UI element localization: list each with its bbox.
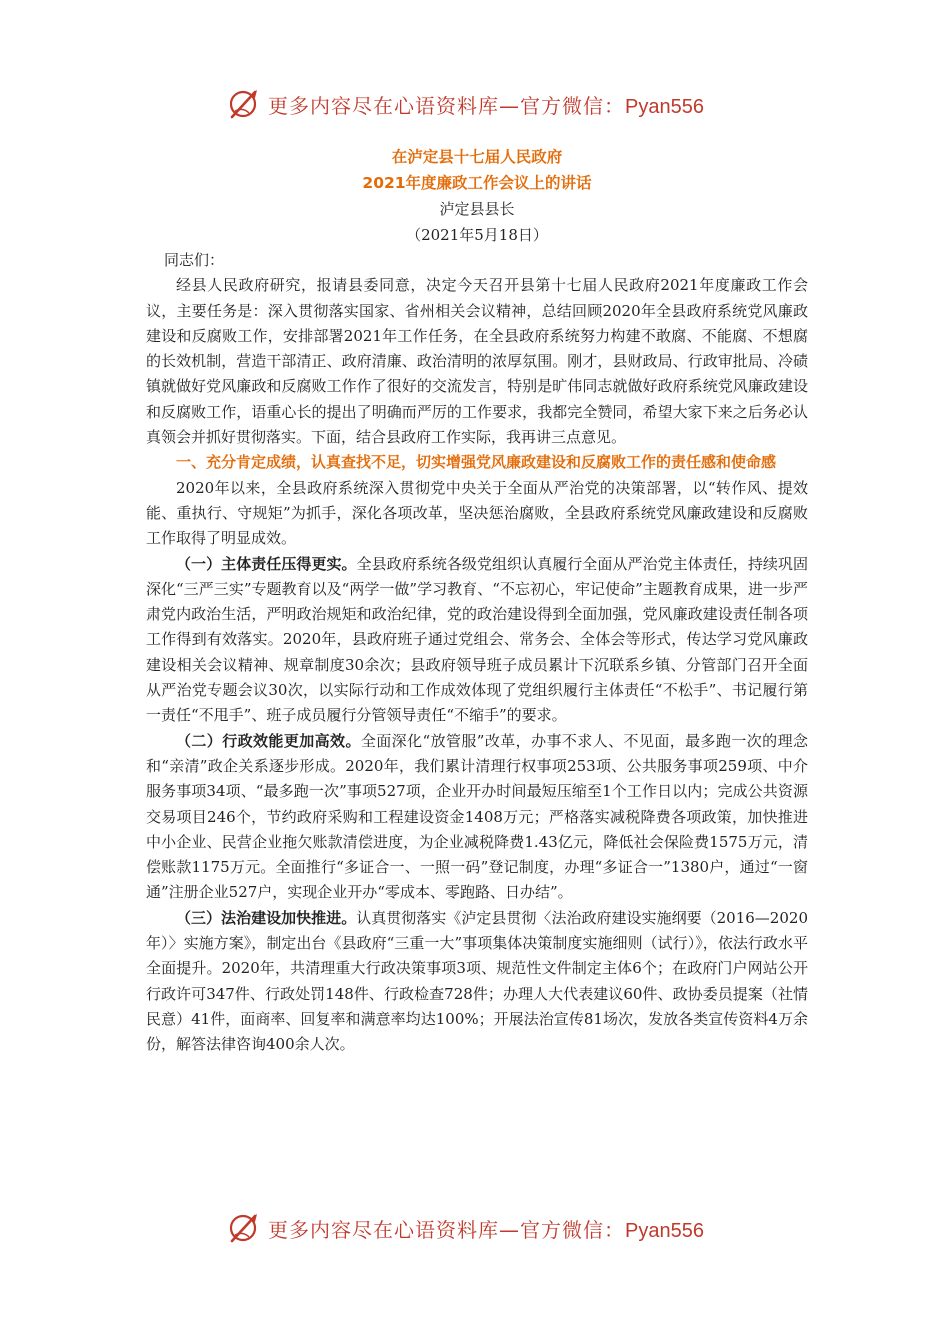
watermark-text: 更多内容尽在心语资料库—官方微信：Pyan556 xyxy=(268,93,704,118)
pen-logo-icon xyxy=(226,1211,262,1245)
item1-heading: （一）主体责任压得更实。 xyxy=(176,554,357,573)
intro-paragraph: 经县人民政府研究，报请县委同意，决定今天召开县第十七届人民政府2021年度廉政工作会议，主要任务是：深入贯彻落实国家、省州相关会议精神，总结回顾2020年全县政府系统党风廉政建设和反腐败工作，安排部署2021年工作任务，在全县政府系统努力构建不敢腐、不能腐、不想腐的长效机制，营造干部清正、政府清廉、政治清明的浓厚氛围。刚才，县财政局、行政审批局、冷碛镇就做好党风廉政和反腐败工作作了很好的交流发言，特别是旷伟同志就做好政府系统党风廉政建设和反腐败工作，语重心长的提出了明确而严厉的工作要求，我都完全赞同，希望大家下来之后务必认真领会并抓好贯彻落实。下面，结合县政府工作实际，我再讲三点意见。 xyxy=(146,276,808,447)
document-body xyxy=(146,144,808,1058)
item3-text: 认真贯彻落实《泸定县贯彻〈法治政府建设实施纲要（2016—2020年）〉实施方案》，制定出台《县政府“三重一大”事项集体决策制度实施细则（试行）》，依法行政水平全面提升。2020年，共清理重大行政决策事项3项、规范性文件制定主体6个；在政府门户网站公开行政许可347件、行政处罚148件、行政检查728件；办理人大代表建议60件、政协委员提案（社情民意）41件，面商率、回复率和满意率均达100%；开展法治宣传81场次，发放各类宣传资料4万余份，解答法律咨询400余人次。 xyxy=(146,908,808,1054)
item3-heading: （三）法治建设加快推进。 xyxy=(176,908,357,927)
item1-text: 全县政府系统各级党组织认真履行全面从严治党主体责任，持续巩固深化“三严三实”专题教育以及“两学一做”学习教育、“不忘初心，牢记使命”主题教育成果，进一步严肃党内政治生活，严明政治规矩和政治纪律，党的政治建设得到全面加强，党风廉政建设责任制各项工作得到有效落实。2020年，县政府班子通过党组会、常务会、全体会等形式，传达学习党风廉政建设相关会议精神、规章制度30余次；县政府领导班子成员累计下沉联系乡镇、分管部门召开全面从严治党专题会议30次，以实际行动和工作成效体现了党组织履行主体责任“不松手”、书记履行第一责任“不甩手”、班子成员履行分管领导责任“不缩手”的要求。 xyxy=(146,554,808,725)
wechat-id: Pyan556 xyxy=(625,95,704,118)
wechat-id: Pyan556 xyxy=(625,1219,704,1242)
section1-heading: 一、充分肯定成绩，认真查找不足，切实增强党风廉政建设和反腐败工作的责任感和使命感 xyxy=(176,453,777,472)
doc-speaker: 泸定县县长 xyxy=(439,200,515,218)
item2-paragraph xyxy=(146,729,808,906)
doc-date: （2021年5月18日） xyxy=(406,226,548,244)
section1-intro: 2020年以来，全县政府系统深入贯彻党中央关于全面从严治党的决策部署，以“转作风、提效能、重执行、守规矩”为抓手，深化各项改革，坚决惩治腐败，全县政府系统党风廉政建设和反腐败工作取得了明显成效。 xyxy=(146,478,808,548)
watermark-banner-bottom xyxy=(226,1208,726,1248)
item1-paragraph xyxy=(146,552,808,729)
item3-paragraph xyxy=(146,906,808,1058)
item2-heading: （二）行政效能更加高效。 xyxy=(176,731,361,750)
watermark-text: 更多内容尽在心语资料库—官方微信：Pyan556 xyxy=(268,1217,704,1242)
doc-title-line1: 在泸定县十七届人民政府 xyxy=(391,148,563,166)
pen-logo-icon xyxy=(226,87,262,121)
watermark-banner-top xyxy=(226,84,726,124)
greeting: 同志们： xyxy=(164,251,225,269)
doc-title-line2: 2021年度廉政工作会议上的讲话 xyxy=(362,174,592,192)
item2-text: 全面深化“放管服”改革，办事不求人、不见面，最多跑一次的理念和“亲清”政企关系逐步形成。2020年，我们累计清理行权事项253项、公共服务事项259项、中介服务事项34项、“最多跑一次”事项527项，企业开办时间最短压缩至1个工作日以内；完成公共资源交易项目246个，节约政府采购和工程建设资金1408万元；严格落实减税降费各项政策，加快推进中小企业、民营企业拖欠账款清偿进度，为企业减税降费1.43亿元，降低社会保险费1575万元，清偿账款1175万元。全面推行“多证合一、一照一码”登记制度，办理“多证合一”1380户，通过“一窗通”注册企业527户，实现企业开办“零成本、零跑路、日办结”。 xyxy=(146,731,808,902)
